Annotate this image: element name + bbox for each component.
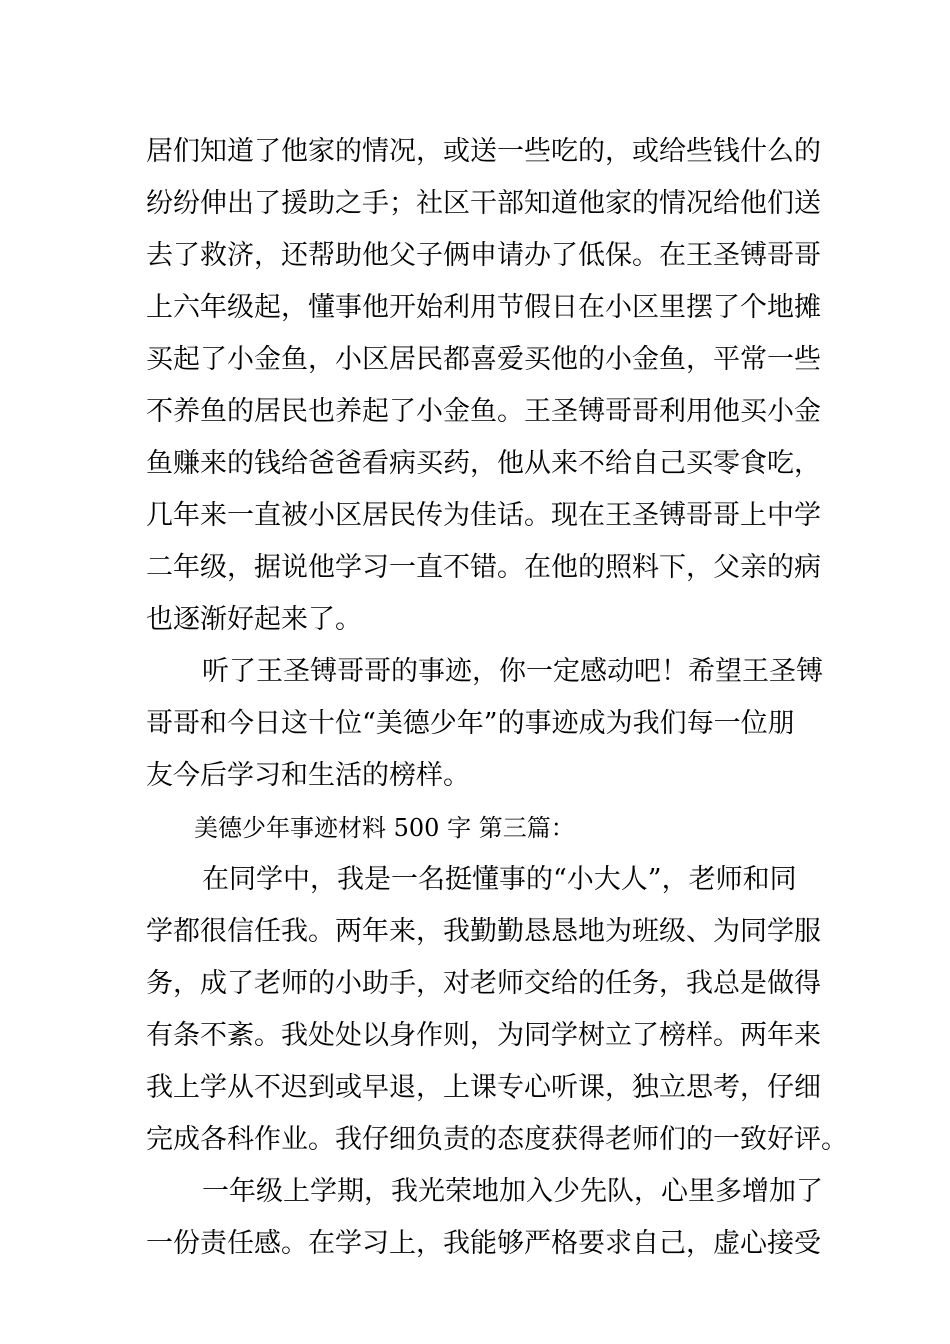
text-line: 也逐渐好起来了。 (146, 604, 362, 635)
paragraph-first-line: 听了王圣镈哥哥的事迹，你一定感动吧！希望王圣镈 (202, 656, 823, 687)
text-line: 去了救济，还帮助他父子俩申请办了低保。在王圣镈哥哥 (146, 240, 821, 271)
text-line: 上六年级起，懂事他开始利用节假日在小区里摆了个地摊 (146, 292, 821, 323)
text-line: 有条不紊。我处处以身作则，为同学树立了榜样。两年来 (146, 1020, 821, 1051)
text-line: 不养鱼的居民也养起了小金鱼。王圣镈哥哥利用他买小金 (146, 396, 821, 427)
body-text (146, 126, 848, 1270)
text-line: 二年级，据说他学习一直不错。在他的照料下，父亲的病 (146, 552, 821, 583)
text-line: 纷纷伸出了援助之手；社区干部知道他家的情况给他们送 (146, 188, 821, 219)
text-line: 务，成了老师的小助手，对老师交给的任务，我总是做得 (146, 968, 821, 999)
text-line: 友今后学习和生活的榜样。 (146, 760, 470, 791)
paragraph-first-line: 一年级上学期，我光荣地加入少先队，心里多增加了 (202, 1176, 823, 1207)
text-line: 完成各科作业。我仔细负责的态度获得老师们的一致好评。 (146, 1124, 848, 1155)
text-line: 鱼赚来的钱给爸爸看病买药，他从来不给自己买零食吃， (146, 448, 821, 479)
text-line: 买起了小金鱼，小区居民都喜爱买他的小金鱼，平常一些 (146, 344, 821, 375)
text-line: 几年来一直被小区居民传为佳话。现在王圣镈哥哥上中学 (146, 500, 821, 531)
text-line: 哥哥和今日这十位“美德少年”的事迹成为我们每一位朋 (146, 708, 795, 739)
text-line: 我上学从不迟到或早退，上课专心听课，独立思考，仔细 (146, 1072, 821, 1103)
text-line: 学都很信任我。两年来，我勤勤恳恳地为班级、为同学服 (146, 916, 821, 947)
section-heading: 美德少年事迹材料 500 字 第三篇： (194, 814, 575, 842)
text-line: 一份责任感。在学习上，我能够严格要求自己，虚心接受 (146, 1228, 821, 1259)
text-line: 居们知道了他家的情况，或送一些吃的，或给些钱什么的 (146, 136, 821, 167)
paragraph-first-line: 在同学中，我是一名挺懂事的“小大人”，老师和同 (202, 864, 797, 895)
